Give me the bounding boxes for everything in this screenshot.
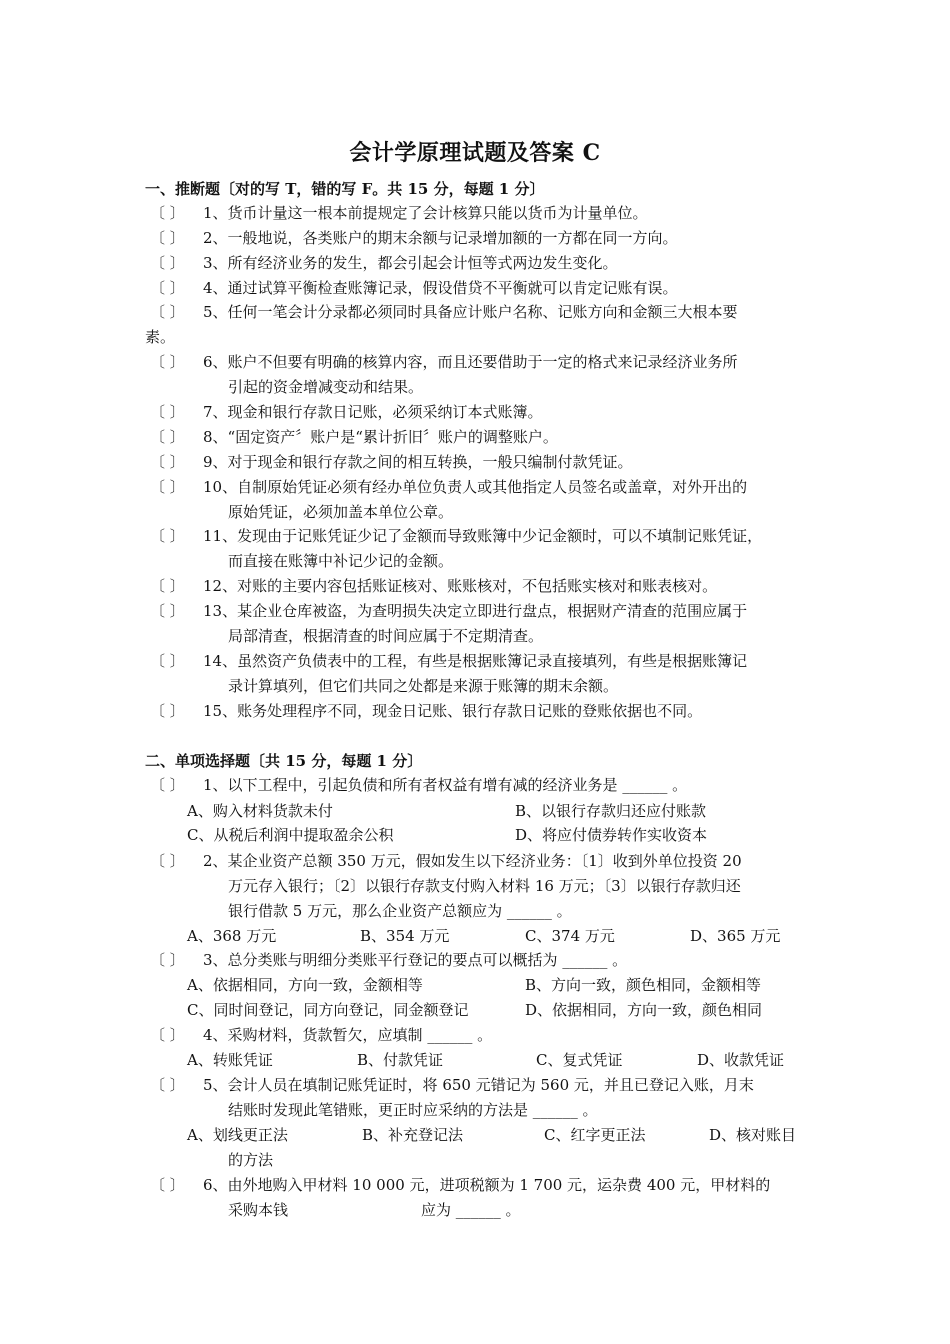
q2-option-b: B、354 万元 bbox=[360, 927, 450, 945]
answer-bracket: 〔 〕 bbox=[150, 602, 185, 620]
statement-1-line-1: 1、货币计量这一根本前提规定了会计核算只能以货币为计量单位。 bbox=[203, 204, 648, 222]
question-6-line-2a: 采购本钱 bbox=[228, 1201, 289, 1219]
answer-bracket: 〔 〕 bbox=[150, 353, 185, 371]
statement-11-line-2: 而直接在账簿中补记少记的金额。 bbox=[228, 552, 454, 570]
q4-option-d: D、收款凭证 bbox=[697, 1051, 785, 1069]
answer-bracket: 〔 〕 bbox=[150, 478, 185, 496]
q3-option-a: A、依据相同，方向一致，金额相等 bbox=[187, 976, 423, 994]
question-5-line-2: 结账时发现此笔错账，更正时应采纳的方法是 ______ 。 bbox=[228, 1101, 598, 1119]
question-3-text: 3、总分类账与明细分类账平行登记的要点可以概括为 ______ 。 bbox=[203, 951, 628, 969]
answer-bracket: 〔 〕 bbox=[150, 951, 185, 969]
q3-option-c: C、同时间登记，同方向登记，同金额登记 bbox=[187, 1001, 469, 1019]
answer-bracket: 〔 〕 bbox=[150, 428, 185, 446]
q5-option-d: D、核对账目 bbox=[709, 1126, 797, 1144]
answer-bracket: 〔 〕 bbox=[150, 403, 185, 421]
answer-bracket: 〔 〕 bbox=[150, 652, 185, 670]
q3-option-b: B、方向一致，颜色相同，金额相等 bbox=[525, 976, 762, 994]
q4-option-a: A、转账凭证 bbox=[187, 1051, 273, 1069]
statement-3-line-1: 3、所有经济业务的发生，都会引起会计恒等式两边发生变化。 bbox=[203, 254, 618, 272]
q5-option-a: A、划线更正法 bbox=[187, 1126, 288, 1144]
answer-bracket: 〔 〕 bbox=[150, 577, 185, 595]
statement-2-line-1: 2、一般地说，各类账户的期末余额与记录增加额的一方都在同一方向。 bbox=[203, 229, 678, 247]
answer-bracket: 〔 〕 bbox=[150, 254, 185, 272]
question-5-line-1: 5、会计人员在填制记账凭证时，将 650 元错记为 560 元，并且已登记入账，月末 bbox=[203, 1076, 754, 1094]
statement-13-line-2: 局部清查，根据清查的时间应属于不定期清查。 bbox=[228, 627, 544, 645]
section1-heading: 一、推断题〔对的写 T，错的写 F。共 15 分，每题 1 分〕 bbox=[145, 180, 545, 198]
answer-bracket: 〔 〕 bbox=[150, 702, 185, 720]
q4-option-b: B、付款凭证 bbox=[357, 1051, 444, 1069]
answer-bracket: 〔 〕 bbox=[150, 776, 185, 794]
q4-option-c: C、复式凭证 bbox=[536, 1051, 623, 1069]
statement-6-line-1: 6、账户不但要有明确的核算内容，而且还要借助于一定的格式来记录经济业务所 bbox=[203, 353, 738, 371]
answer-bracket: 〔 〕 bbox=[150, 204, 185, 222]
statement-14-line-1: 14、虽然资产负债表中的工程，有些是根据账簿记录直接填列，有些是根据账簿记 bbox=[203, 652, 748, 670]
section2-heading: 二、单项选择题〔共 15 分，每题 1 分〕 bbox=[145, 752, 423, 770]
answer-bracket: 〔 〕 bbox=[150, 1176, 185, 1194]
statement-8-line-1: 8、“固定资产〞账户是“累计折旧〞账户的调整账户。 bbox=[203, 428, 558, 446]
q1-option-c: C、从税后利润中提取盈余公积 bbox=[187, 826, 394, 844]
answer-bracket: 〔 〕 bbox=[150, 229, 185, 247]
statement-12-line-1: 12、对账的主要内容包括账证核对、账账核对，不包括账实核对和账表核对。 bbox=[203, 577, 718, 595]
statement-4-line-1: 4、通过试算平衡检查账簿记录，假设借贷不平衡就可以肯定记账有误。 bbox=[203, 279, 678, 297]
question-4-text: 4、采购材料，货款暂欠，应填制 ______ 。 bbox=[203, 1026, 493, 1044]
answer-bracket: 〔 〕 bbox=[150, 852, 185, 870]
statement-15-line-1: 15、账务处理程序不同，现金日记账、银行存款日记账的登账依据也不同。 bbox=[203, 702, 703, 720]
q5-option-b: B、补充登记法 bbox=[362, 1126, 464, 1144]
answer-bracket: 〔 〕 bbox=[150, 453, 185, 471]
answer-bracket: 〔 〕 bbox=[150, 527, 185, 545]
q1-option-d: D、将应付债券转作实收资本 bbox=[515, 826, 708, 844]
statement-9-line-1: 9、对于现金和银行存款之间的相互转换，一般只编制付款凭证。 bbox=[203, 453, 633, 471]
statement-10-line-2: 原始凭证，必须加盖本单位公章。 bbox=[228, 503, 454, 521]
q1-option-a: A、购入材料货款未付 bbox=[187, 802, 333, 820]
answer-bracket: 〔 〕 bbox=[150, 303, 185, 321]
statement-10-line-1: 10、自制原始凭证必须有经办单位负责人或其他指定人员签名或盖章，对外开出的 bbox=[203, 478, 748, 496]
answer-bracket: 〔 〕 bbox=[150, 1026, 185, 1044]
q2-option-d: D、365 万元 bbox=[690, 927, 781, 945]
question-1-text: 1、以下工程中，引起负债和所有者权益有增有减的经济业务是 ______ 。 bbox=[203, 776, 688, 794]
question-6-line-2b: 应为 ______ 。 bbox=[421, 1201, 521, 1219]
question-2-line-3: 银行借款 5 万元，那么企业资产总额应为 ______ 。 bbox=[228, 902, 572, 920]
question-2-line-1: 2、某企业资产总额 350 万元，假如发生以下经济业务：〔1〕收到外单位投资 20 bbox=[203, 852, 742, 870]
q5-option-c: C、红字更正法 bbox=[544, 1126, 646, 1144]
q3-option-d: D、依据相同，方向一致，颜色相同 bbox=[525, 1001, 763, 1019]
q5-option-d-continued: 的方法 bbox=[228, 1151, 274, 1169]
statement-13-line-1: 13、某企业仓库被盗，为查明损失决定立即进行盘点，根据财产清查的范围应属于 bbox=[203, 602, 748, 620]
q2-option-c: C、374 万元 bbox=[525, 927, 615, 945]
statement-5-line-1: 5、任何一笔会计分录都必须同时具备应计账户名称、记账方向和金额三大根本要 bbox=[203, 303, 738, 321]
statement-5-line-2: 素。 bbox=[145, 328, 176, 346]
statement-11-line-1: 11、发现由于记账凭证少记了金额而导致账簿中少记金额时，可以不填制记账凭证， bbox=[203, 527, 763, 545]
question-6-line-1: 6、由外地购入甲材料 10 000 元，进项税额为 1 700 元，运杂费 400 元，甲材料的 bbox=[203, 1176, 771, 1194]
statement-7-line-1: 7、现金和银行存款日记账，必须采纳订本式账簿。 bbox=[203, 403, 543, 421]
q2-option-a: A、368 万元 bbox=[187, 927, 277, 945]
q1-option-b: B、以银行存款归还应付账款 bbox=[515, 802, 707, 820]
answer-bracket: 〔 〕 bbox=[150, 279, 185, 297]
question-2-line-2: 万元存入银行；〔2〕以银行存款支付购入材料 16 万元；〔3〕以银行存款归还 bbox=[228, 877, 741, 895]
statement-14-line-2: 录计算填列，但它们共同之处都是来源于账簿的期末余额。 bbox=[228, 677, 619, 695]
page-title: 会计学原理试题及答案 C bbox=[349, 140, 601, 166]
statement-6-line-2: 引起的资金增减变动和结果。 bbox=[228, 378, 424, 396]
answer-bracket: 〔 〕 bbox=[150, 1076, 185, 1094]
